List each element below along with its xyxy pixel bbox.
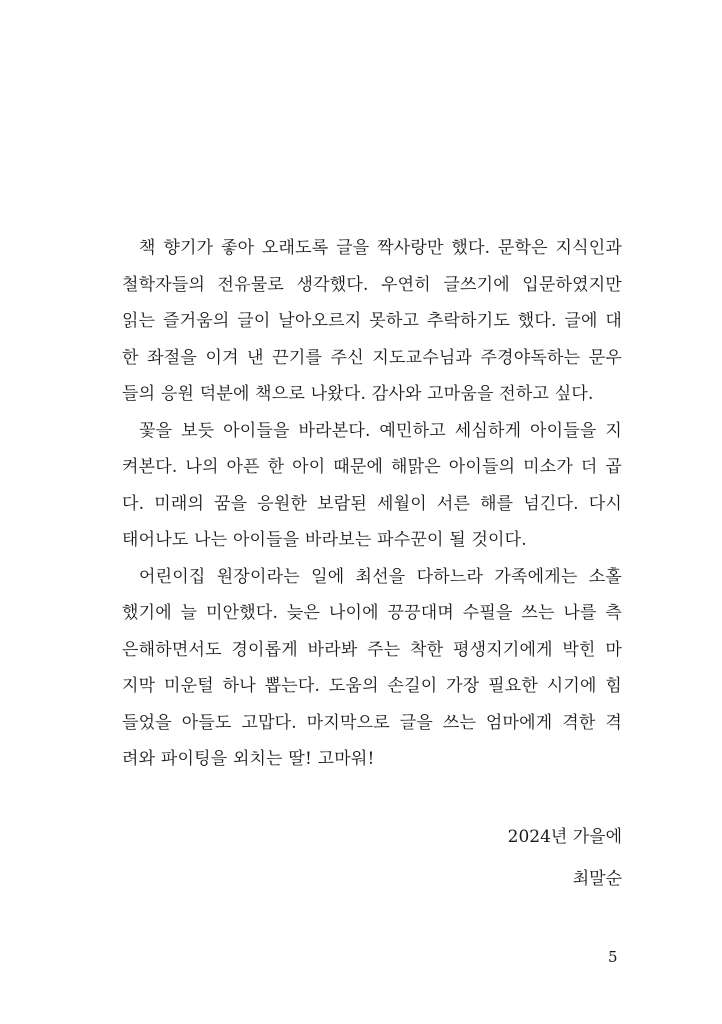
paragraph-3-line-3: 은해하면서도 경이롭게 바라봐 주는 착한 평생지기에게 박힌 마 — [122, 639, 622, 660]
paragraph-2-line-4: 태어나도 나는 아이들을 바라보는 파수꾼이 될 것이다. — [122, 530, 527, 550]
paragraph-3-line-5: 들었을 아들도 고맙다. 마지막으로 글을 쓰는 엄마에게 격한 격 — [122, 712, 622, 733]
paragraph-2-line-1: 꽃을 보듯 아이들을 바라본다. 예민하고 세심하게 아이들을 지 — [139, 420, 622, 441]
paragraph-1-line-3: 읽는 즐거움의 글이 날아오르지 못하고 추락하기도 했다. 글에 대 — [122, 311, 622, 331]
paragraph-2-line-2: 켜본다. 나의 아픈 한 아이 때문에 해맑은 아이들의 미소가 더 곱 — [122, 457, 622, 477]
paragraph-3-line-2: 했기에 늘 미안했다. 늦은 나이에 끙끙대며 수필을 쓰는 나를 측 — [122, 603, 622, 623]
author-name: 최말순 — [572, 869, 622, 889]
paragraph-1-line-4: 한 좌절을 이겨 낸 끈기를 주신 지도교수님과 주경야독하는 문우 — [122, 347, 622, 368]
paragraph-1-line-5: 들의 응원 덕분에 책으로 나왔다. 감사와 고마움을 전하고 싶다. — [122, 384, 594, 404]
closing-date: 2024년 가을에 — [507, 827, 622, 847]
page-number: 5 — [608, 948, 618, 966]
paragraph-1-line-2: 철학자들의 전유물로 생각했다. 우연히 글쓰기에 입문하였지만 — [122, 274, 622, 295]
paragraph-3-line-6: 려와 파이팅을 외치는 딸! 고마워! — [122, 749, 375, 769]
preface-body — [122, 230, 622, 778]
paragraph-3-line-4: 지막 미운털 하나 뽑는다. 도움의 손길이 가장 필요한 시기에 힘 — [122, 676, 622, 696]
paragraph-3-line-1: 어린이집 원장이라는 일에 최선을 다하느라 가족에게는 소홀 — [139, 566, 622, 587]
paragraph-2-line-3: 다. 미래의 꿈을 응원한 보람된 세월이 서른 해를 넘긴다. 다시 — [122, 493, 622, 514]
paragraph-1-line-1: 책 향기가 좋아 오래도록 글을 짝사랑만 했다. 문학은 지식인과 — [139, 238, 622, 258]
